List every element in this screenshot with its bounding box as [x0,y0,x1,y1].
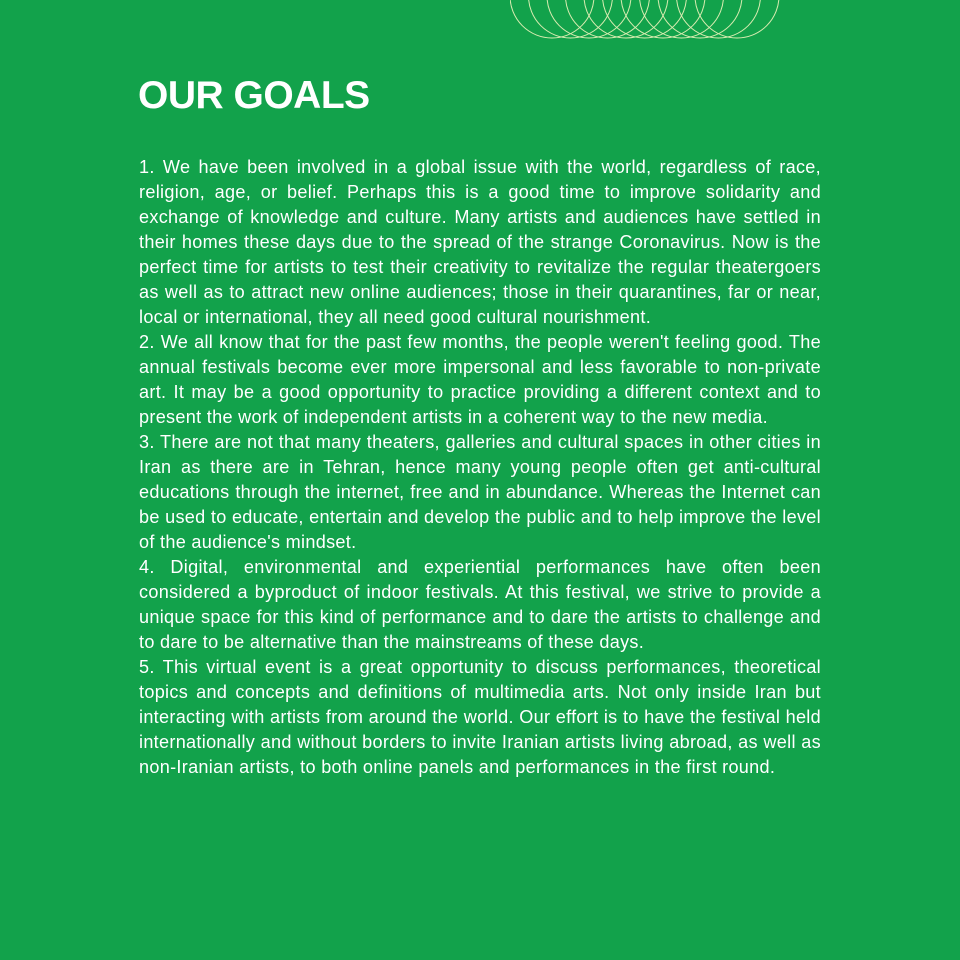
ring-3 [547,0,631,38]
ring-5 [584,0,668,38]
ring-4 [566,0,650,38]
ring-8 [640,0,724,38]
goal-item-2: 2. We all know that for the past few months, the people weren't feeling good. The annual festivals become ever more impersonal and less favorable to non-private art. It may be a good opportunity to practice providing a different context and to present the work of independent artists in a coherent way to the new media. [139,332,821,427]
goals-list [139,155,821,780]
page-title: OUR GOALS [138,74,370,117]
goal-item-1: 1. We have been involved in a global issue with the world, regardless of race, religion, age, or belief. Perhaps this is a good time to improve solidarity and exchange of knowledge and culture. Many artists and audiences have settled in their homes these days due to the spread of the strange Coronavirus. Now is the perfect time for artists to test their creativity to revitalize the regular theatergoers as well as to attract new online audiences; those in their quarantines, far or near, local or international, they all need good cultural nourishment. [139,157,821,327]
ring-11 [695,0,779,38]
goal-item-4: 4. Digital, environmental and experiential performances have often been considered a byproduct of indoor festivals. At this festival, we strive to provide a unique space for this kind of performance and to dare the artists to challenge and to dare to be alternative than the mainstreams of these days. [139,557,821,652]
goal-item-3: 3. There are not that many theaters, galleries and cultural spaces in other cities in Iran as there are in Tehran, hence many young people often get anti-cultural educations through the internet, free and in abundance. Whereas the Internet can be used to educate, entertain and develop the public and to help improve the level of the audience's mindset. [139,432,821,552]
ring-7 [621,0,705,38]
ring-1 [510,0,594,38]
goal-item-5: 5. This virtual event is a great opportunity to discuss performances, theoretical topics and concepts and definitions of multimedia arts. Not only inside Iran but interacting with artists from around the world. Our effort is to have the festival held internationally and without borders to invite Iranian artists living abroad, as well as non-Iranian artists, to both online panels and performances in the first round. [139,657,821,777]
concentric-rings-ornament [510,0,780,42]
ring-2 [529,0,613,38]
ring-10 [677,0,761,38]
ring-6 [603,0,687,38]
rings-graphic [510,0,780,42]
ring-9 [658,0,742,38]
